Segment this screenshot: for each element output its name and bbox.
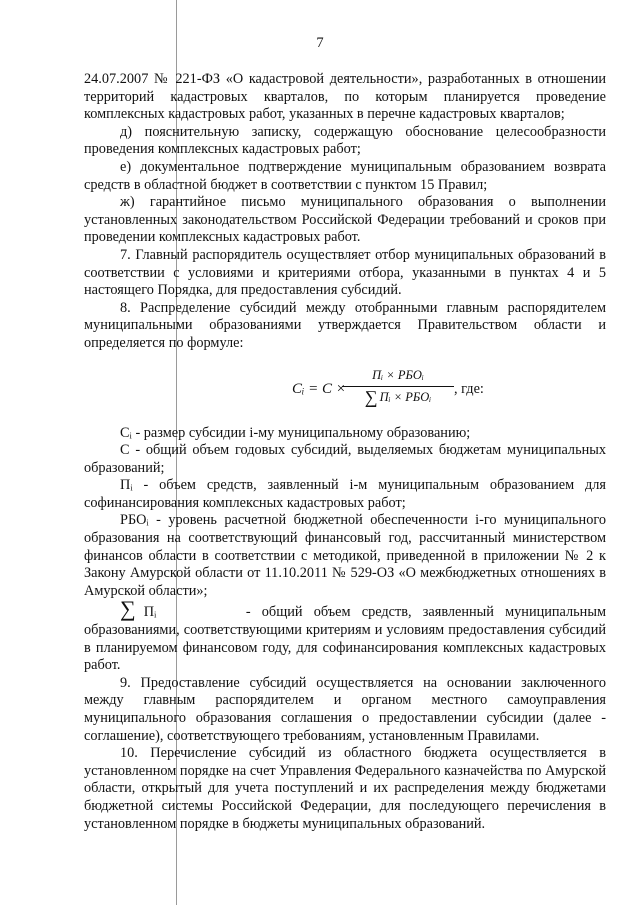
sigma-symbol: ∑ xyxy=(364,387,378,408)
definition-sum-pi xyxy=(84,596,606,674)
document-body xyxy=(84,71,606,833)
definition-c: С - общий объем годовых субсидий, выделяемых бюджетам муниципальных образований; xyxy=(84,442,606,476)
definition-ci: Cᵢ - размер субсидии i-му муниципальному образованию; xyxy=(120,424,471,441)
sum-definition-text: - общий объем средств, заявленный муниципальным образованиями, соответствующими критериям и условиям предоставления субсидий в планируемом финансовом году, для софинансирования комплексных кадастровых работ. xyxy=(84,604,606,674)
paragraph-item-zh: ж) гарантийное письмо муниципального образования о выполнении установленных законодательством Российской Федерации требований и сроков при проведении комплексных кадастровых работ. xyxy=(84,194,606,246)
paragraph-9: 9. Предоставление субсидий осуществляется на основании заключенного между главным распорядителем и органом местного самоуправления муниципального образования соглашения о предоставлении субсидии (далее - соглашение), соответствующего требованиям, установленным Правилами. xyxy=(84,674,606,744)
sum-term: Пᵢ xyxy=(143,604,157,621)
formula-lhs: Cᵢ = C × xyxy=(292,380,346,397)
paragraph-10: 10. Перечисление субсидий из областного бюджета осуществляется в установленном порядке на счет Управления Федерального казначейства по Амурской области, открытый для учета поступлений и их распределения между бюджетами бюджетной системы Российской Федерации, для последующего перечисления в установленном порядке в бюджеты муниципальных образований. xyxy=(84,745,606,832)
definition-pi: Пᵢ - объем средств, заявленный i-м муниципальным образованием для софинансирования комплексных кадастровых работ; xyxy=(84,477,606,511)
page-number: 7 xyxy=(316,35,324,51)
subsidy-formula xyxy=(84,367,606,417)
paragraph-item-e: е) документальное подтверждение муниципальным образованием возврата средств в областной бюджет в соответствии с пунктом 15 Правил; xyxy=(84,158,606,193)
formula-denominator xyxy=(342,387,454,407)
paragraph-continuation: 24.07.2007 № 221-ФЗ «О кадастровой деятельности», разработанных в отношении территорий кадастровых кварталов, по которым планируется проведение комплексных кадастровых работ, указанных в перечне кадастровых кварталов; xyxy=(84,71,606,123)
formula-denominator-text: Пᵢ × РБОᵢ xyxy=(379,390,432,405)
paragraph-item-d: д) пояснительную записку, содержащую обоснование целесообразности проведения комплексных кадастровых работ; xyxy=(84,123,606,158)
definition-rboi: РБОᵢ - уровень расчетной бюджетной обеспеченности i-го муниципального образования на соответствующий финансовый год, рассчитанный министерством финансов области в соответствии с методикой, приведенной в приложении № 2 к Закону Амурской области от 11.10.2011 № 529-ОЗ «О межбюджетных отношениях в Амурской области»; xyxy=(84,512,606,599)
paragraph-7: 7. Главный распорядитель осуществляет отбор муниципальных образований в соответствии с условиями и критериями отбора, указанными в пунктах 4 и 5 настоящего Порядка, для предоставления субсидий. xyxy=(84,246,606,299)
formula-fraction xyxy=(342,367,454,407)
formula-suffix: , где: xyxy=(454,380,484,397)
sigma-symbol: ∑ xyxy=(120,596,136,622)
formula-numerator: Пᵢ × РБОᵢ xyxy=(342,367,454,388)
paragraph-8: 8. Распределение субсидий между отобранными главным распорядителем муниципальными образованиями утверждается Правительством области и определяется по формуле: xyxy=(84,299,606,351)
